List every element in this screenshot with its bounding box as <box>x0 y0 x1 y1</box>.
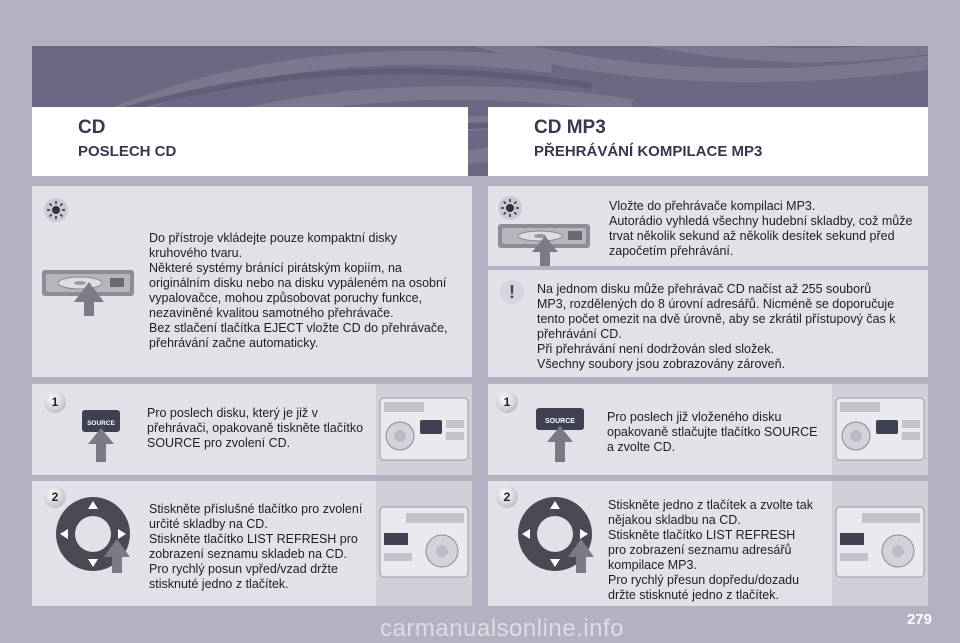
left-step2-text: Stiskněte příslušné tlačítko pro zvolení určité skladby na CD. Stiskněte tlačítko LIST REFRESH pro zobrazení seznamu skladeb na CD. Pro rychlý posun vpřed/vzad držte stisknuté jedno z tlačítek. <box>149 502 363 591</box>
sun-tip-icon <box>44 198 68 222</box>
right-subtitle: PŘEHRÁVÁNÍ KOMPILACE MP3 <box>534 143 763 160</box>
page-number: 279 <box>906 611 932 628</box>
right-title-box <box>488 107 928 176</box>
radio-unit-illustration <box>376 384 472 475</box>
press-arrow-icon <box>568 539 594 573</box>
watermark: carmanualsonline.info <box>380 615 624 642</box>
press-arrow-icon <box>104 539 130 573</box>
sun-tip-icon <box>498 196 522 220</box>
source-button-illustration <box>82 406 120 467</box>
source-button-illustration <box>536 404 584 467</box>
right-step1-text: Pro poslech již vloženého disku opakovaně stlačujte tlačítko SOURCE a zvolte CD. <box>607 410 818 454</box>
svg-text:SOURCE: SOURCE <box>545 418 575 425</box>
left-intro-panel <box>32 186 472 377</box>
right-title: CD MP3 <box>534 117 606 138</box>
right-intro-text: Vložte do přehrávače kompilaci MP3. Autorádio vyhledá všechny hudební skladby, což může trvat několik sekund až několik desítek sekund před započetím přehrávání. <box>609 199 913 258</box>
step-number: 2 <box>44 486 66 508</box>
step-number: 1 <box>496 391 518 413</box>
left-title-box <box>32 107 468 176</box>
left-step1-panel <box>32 384 472 475</box>
svg-text:SOURCE: SOURCE <box>87 420 115 427</box>
right-intro-panel <box>488 186 928 266</box>
left-title: CD <box>78 117 106 138</box>
radio-unit-illustration <box>832 384 928 475</box>
radio-unit-illustration <box>376 481 472 606</box>
left-step2-panel <box>32 481 472 606</box>
right-step1-panel <box>488 384 928 475</box>
left-subtitle: POSLECH CD <box>78 143 177 160</box>
exclamation-icon: ! <box>500 280 524 304</box>
radio-unit-illustration <box>832 481 928 606</box>
step-number: 2 <box>496 486 518 508</box>
step-number: 1 <box>44 391 66 413</box>
left-step1-text: Pro poslech disku, který je již v přehrávači, opakovaně tiskněte tlačítko SOURCE pro zvolení CD. <box>147 406 364 450</box>
right-step2-panel <box>488 481 928 606</box>
right-warning-text: Na jednom disku může přehrávač CD načíst až 255 souborů MP3, rozdělených do 8 úrovní adresářů. Nicméně se doporučuje tento počet omezit na dvě úrovně, aby se zkrátil přístupový čas k přehrávání CD. Při přehrávání není dodržován sled složek. Všechny soubory jsou zobrazovány zároveň. <box>537 282 896 371</box>
right-step2-text: Stiskněte jedno z tlačítek a zvolte tak nějakou skladbu na CD. Stiskněte tlačítko LIST REFRESH pro zobrazení seznamu adresářů kompilace MP3. Pro rychlý přesun dopředu/dozadu držte stisknuté jedno z tlačítek. <box>608 498 813 602</box>
right-warning-panel <box>488 270 928 377</box>
left-intro-text: Do přístroje vkládejte pouze kompaktní disky kruhového tvaru. Některé systémy bránící pirátským kopiím, na originálním disku nebo na disku vypáleném na osobní vypalovačce, mohou způsobovat poruchy funkce, nezaviněné kvalitou samotného přehrávače. Bez stlačení tlačítka EJECT vložte CD do přehrávače, přehrávání začne automaticky. <box>149 231 448 350</box>
press-arrow-icon <box>74 282 104 316</box>
press-arrow-icon <box>532 236 558 266</box>
